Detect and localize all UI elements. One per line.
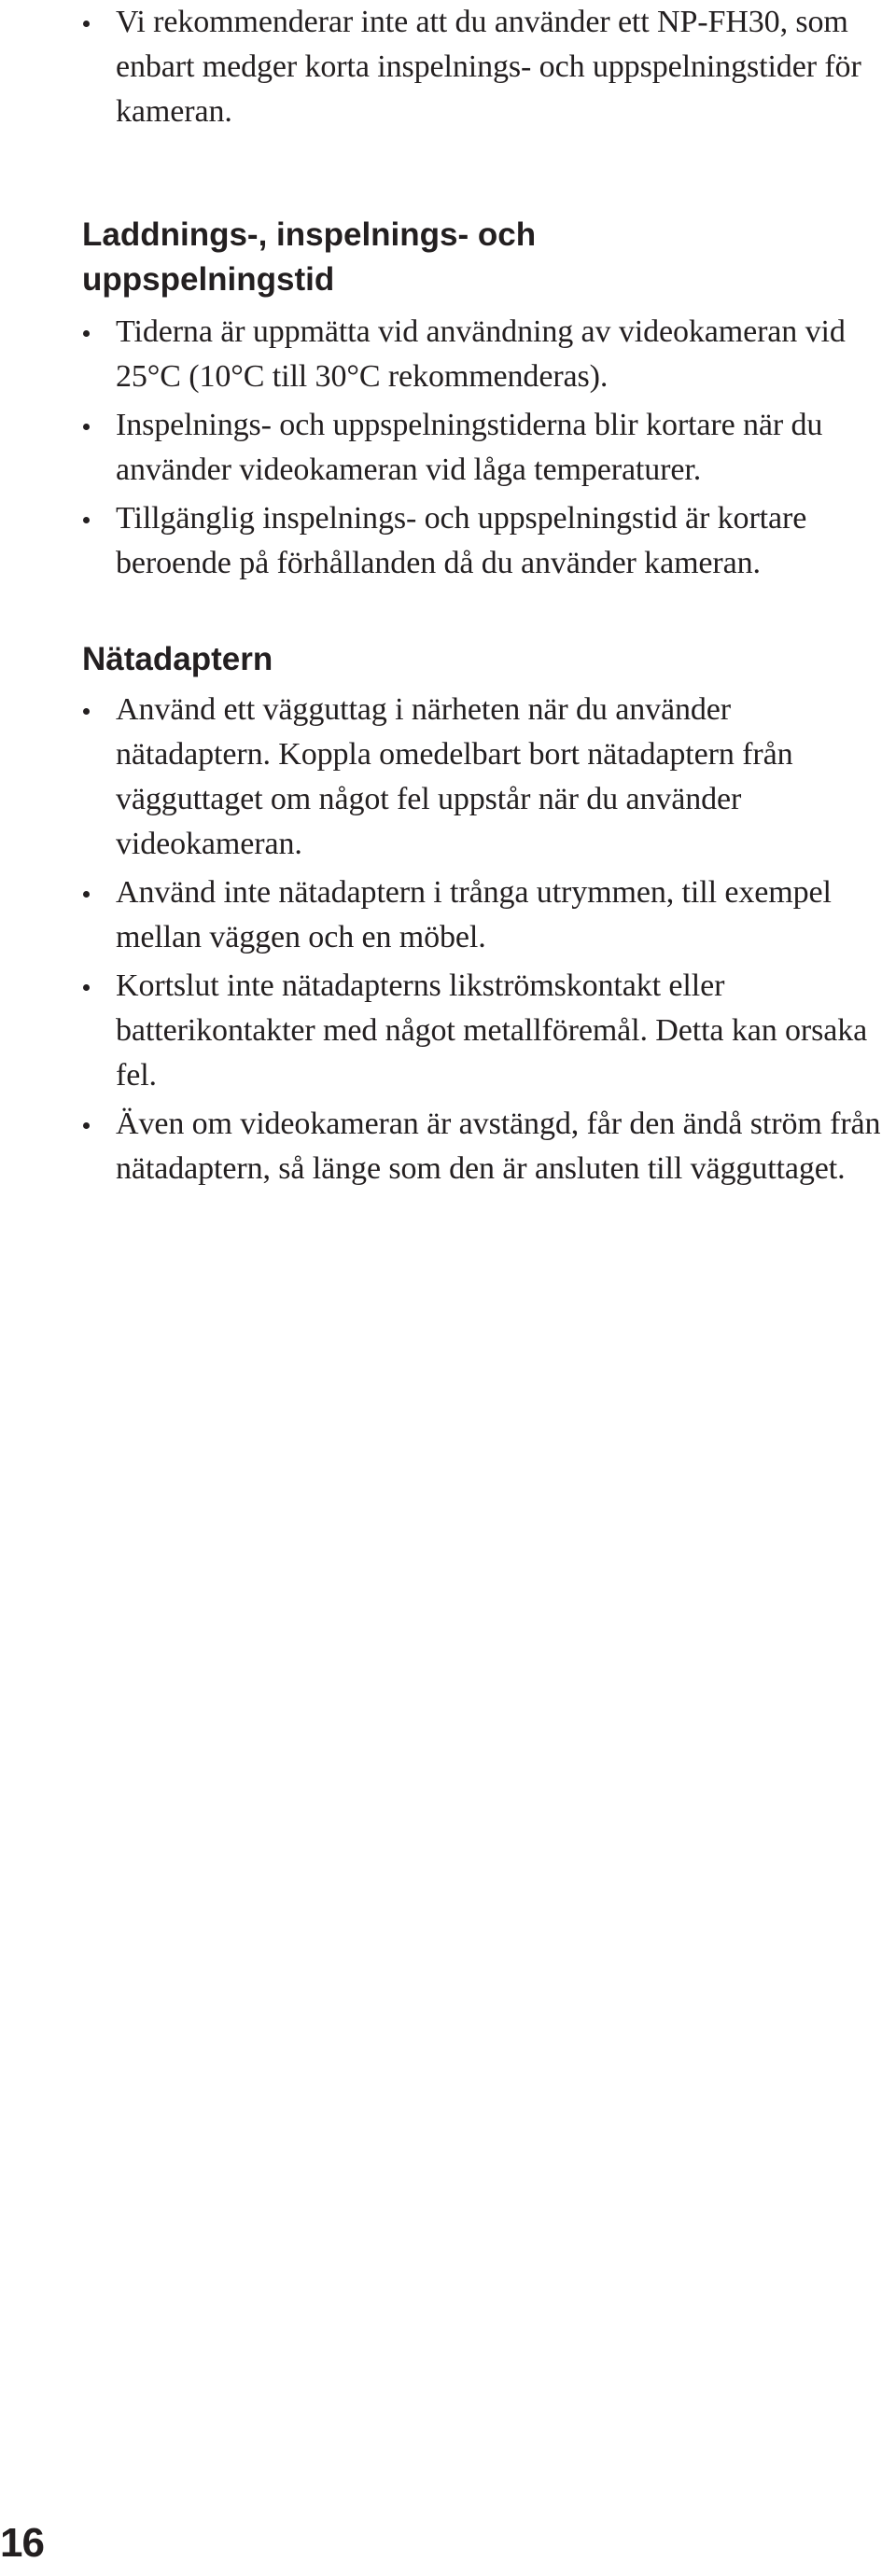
- list-item: [82, 1102, 885, 1191]
- bullet-icon: [83, 517, 90, 523]
- list-item: [82, 870, 885, 960]
- heading-line: Laddnings-, inspelnings- och: [82, 216, 537, 253]
- page-content: [82, 0, 885, 1191]
- ac-adapter-bullet-list: [82, 688, 885, 1191]
- list-item: [82, 0, 885, 134]
- intro-bullet-list: [82, 0, 885, 134]
- bullet-text: Tiderna är uppmätta vid användning av videokameran vid 25°C (10°C till 30°C rekommenderas).: [116, 314, 846, 394]
- bullet-icon: [83, 21, 90, 27]
- bullet-text: Kortslut inte nätadapterns likströmskontakt eller batterikontakter med något metallföremål. Detta kan orsaka fel.: [116, 968, 868, 1093]
- list-item: [82, 496, 885, 586]
- list-item: [82, 688, 885, 867]
- bullet-text: Inspelnings- och uppspelningstiderna blir kortare när du använder videokameran vid låga temperaturer.: [116, 408, 823, 487]
- list-item: [82, 310, 885, 399]
- bullet-icon: [83, 891, 90, 898]
- section-heading-ac-adapter: Nätadaptern: [82, 641, 273, 677]
- bullet-icon: [83, 708, 90, 715]
- list-item: [82, 964, 885, 1098]
- bullet-icon: [83, 984, 90, 991]
- list-item: [82, 403, 885, 493]
- bullet-icon: [83, 330, 90, 337]
- page-number: 16: [0, 2520, 44, 2566]
- bullet-text: Använd ett vägguttag i närheten när du använder nätadaptern. Koppla omedelbart bort nätadaptern från vägguttaget om något fel uppstår när du använder videokameran.: [116, 692, 793, 861]
- charging-time-bullet-list: [82, 310, 885, 586]
- heading-line: uppspelningstid: [82, 261, 335, 298]
- bullet-text: Även om videokameran är avstängd, får den ändå ström från nätadaptern, så länge som den är ansluten till vägguttaget.: [116, 1107, 881, 1186]
- bullet-text: Använd inte nätadaptern i trånga utrymmen, till exempel mellan väggen och en möbel.: [116, 875, 832, 954]
- bullet-icon: [83, 424, 90, 430]
- bullet-icon: [83, 1122, 90, 1129]
- bullet-text: Vi rekommenderar inte att du använder ett NP-FH30, som enbart medger korta inspelnings- och uppspelningstider för kameran.: [116, 5, 861, 129]
- section-heading-charging-time: [82, 213, 885, 302]
- bullet-text: Tillgänglig inspelnings- och uppspelningstid är kortare beroende på förhållanden då du använder kameran.: [116, 501, 807, 580]
